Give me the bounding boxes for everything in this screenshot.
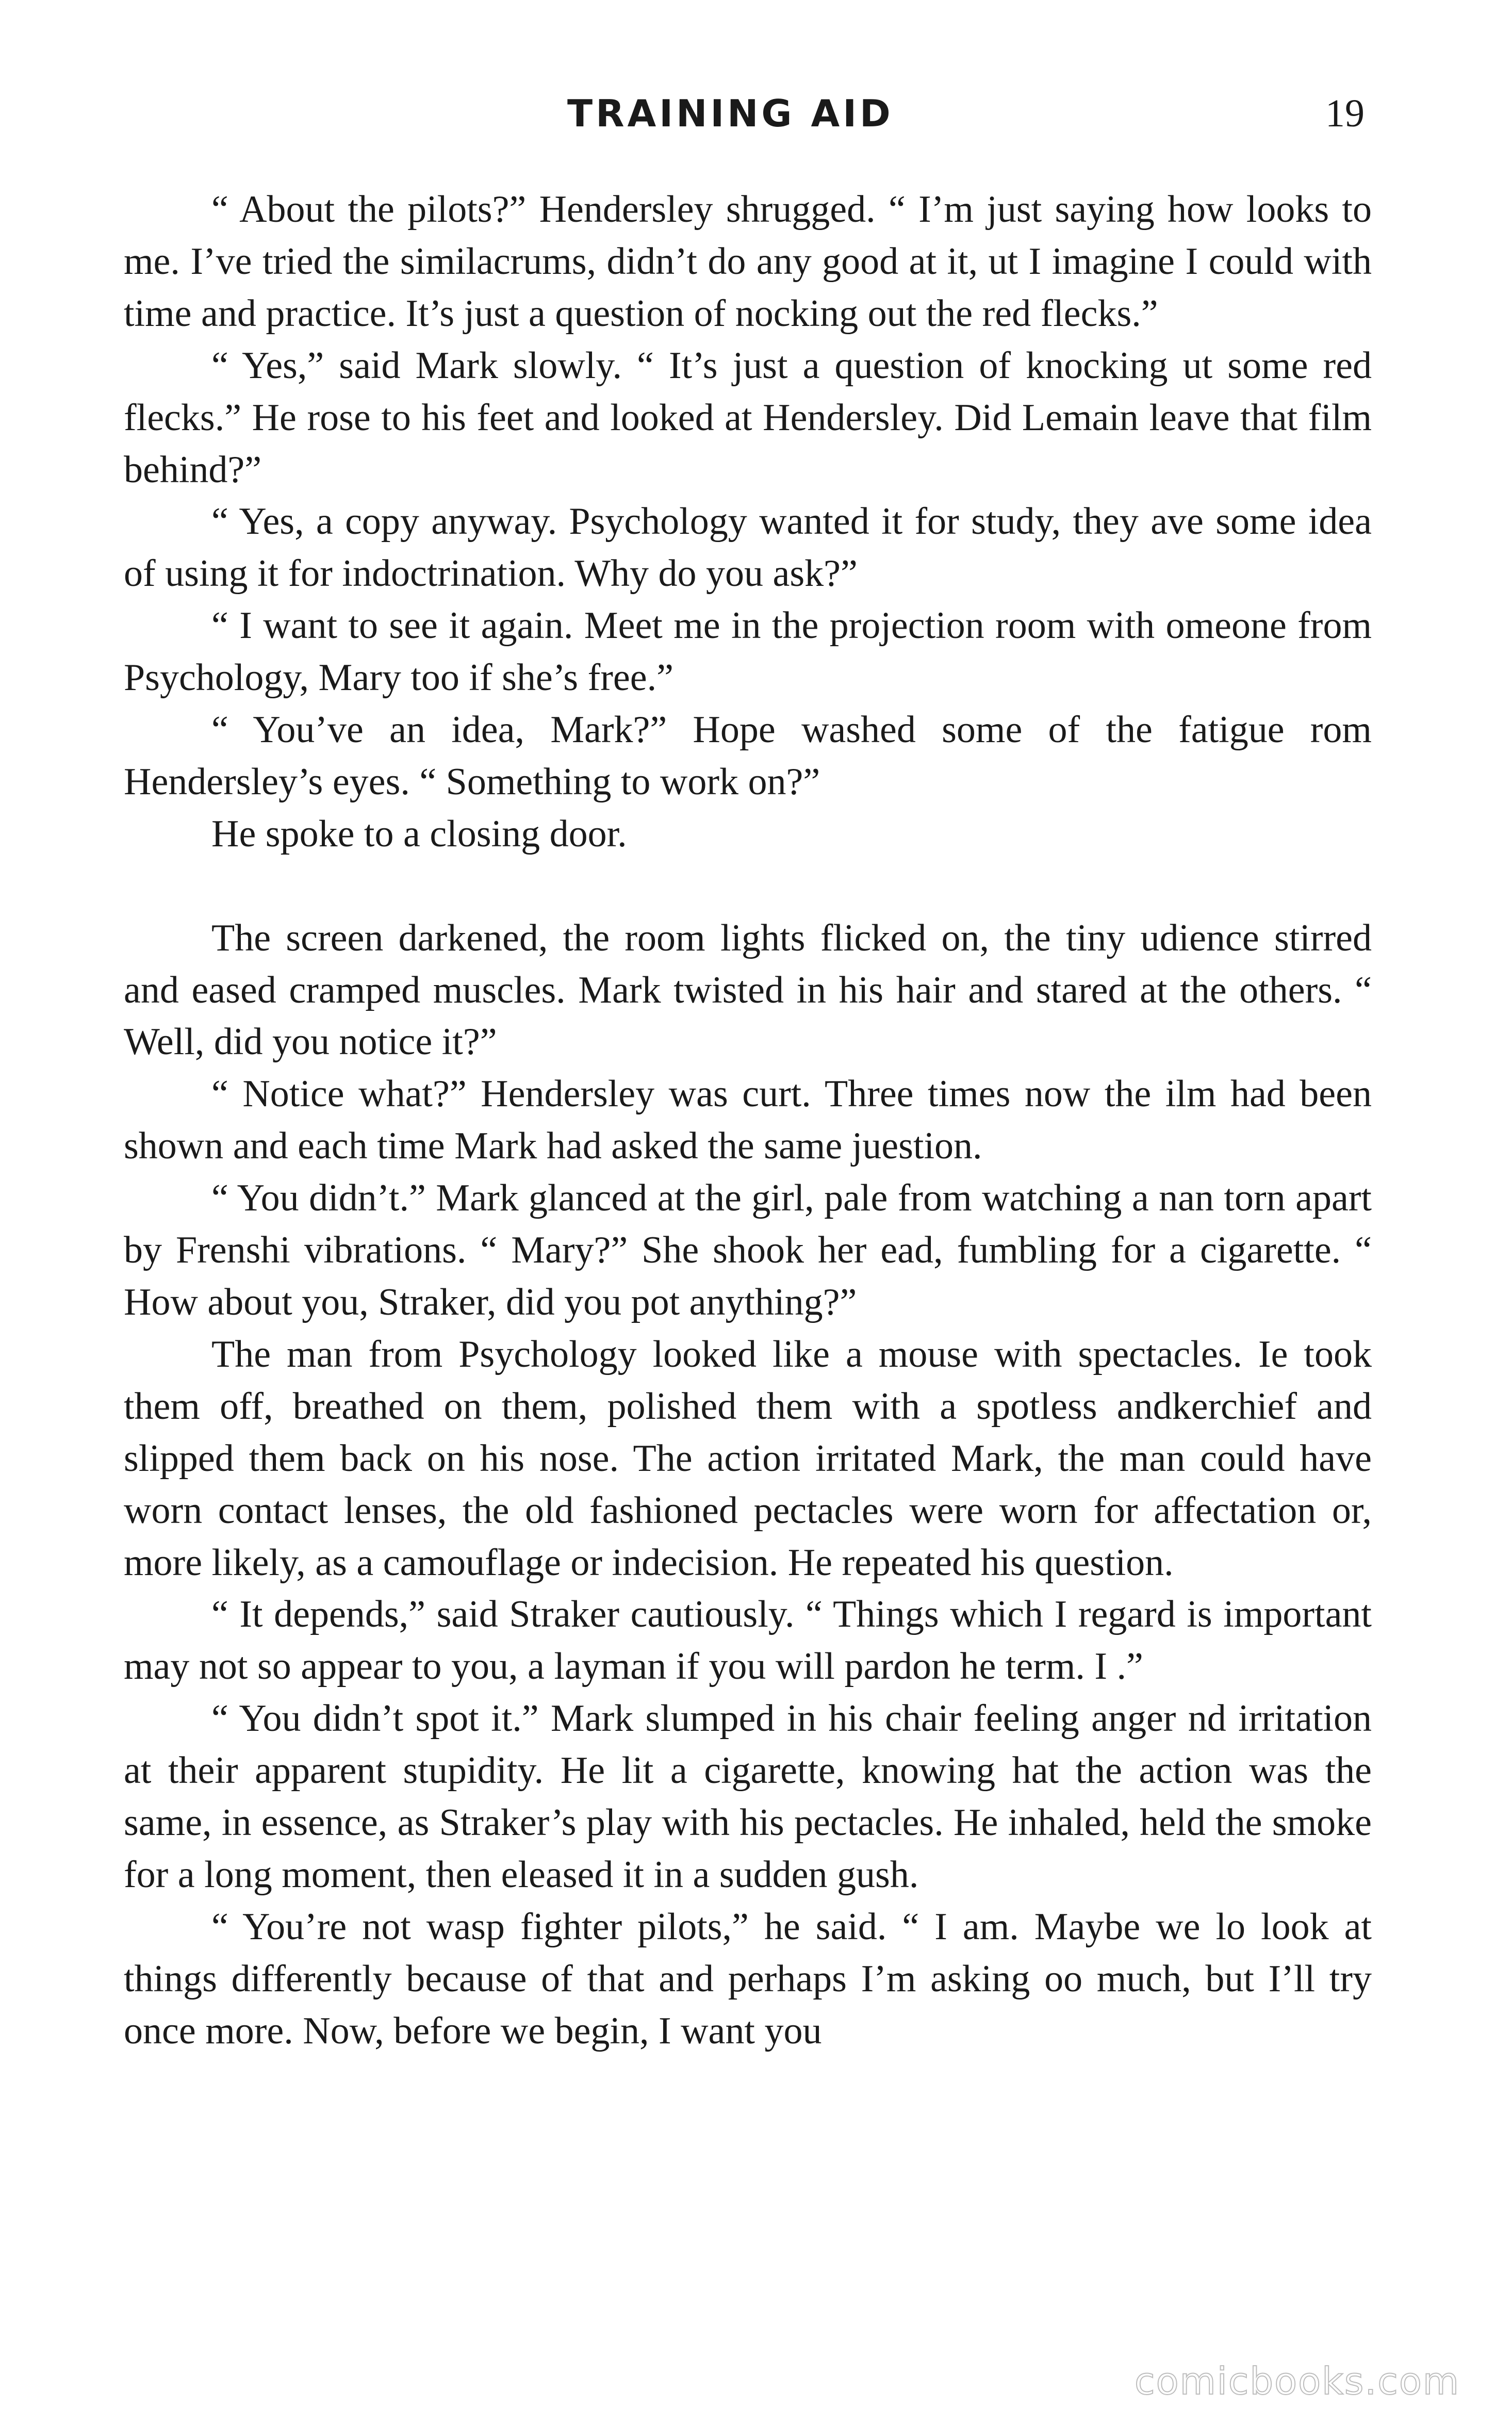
body-text [124, 184, 1372, 2057]
paragraph-4: “ I want to see it again. Meet me in the projection room with omeone from Psychology, Mary too if she’s free.” [124, 604, 1372, 699]
paragraph-2: “ Yes,” said Mark slowly. “ It’s just a question of knocking ut some red flecks.” He rose to his feet and looked at Hendersley. Did Lemain leave that film behind?” [124, 344, 1372, 491]
paragraph-8: “ Notice what?” Hendersley was curt. Three times now the ilm had been shown and each time Mark had asked the same juestion. [124, 1073, 1372, 1168]
paragraph-9: “ You didn’t.” Mark glanced at the girl, pale from watching a nan torn apart by Frenshi vibrations. “ Mary?” She shook her ead, fumbling for a cigarette. “ How about you, Straker, did you pot anything?” [124, 1177, 1372, 1324]
paragraph-11: “ It depends,” said Straker cautiously. “ Things which I regard is important may not so appear to you, a layman if you will pardon he term. I .” [124, 1593, 1372, 1688]
paragraph-13: “ You’re not wasp fighter pilots,” he said. “ I am. Maybe we lo look at things differently because of that and perhaps I’m asking oo much, but I’ll try once more. Now, before we begin, I want you [124, 1905, 1372, 2052]
running-title: TRAINING AID [567, 92, 894, 135]
page-number: 19 [1325, 92, 1365, 135]
running-header [0, 88, 1512, 144]
paragraph-7: The screen darkened, the room lights flicked on, the tiny udience stirred and eased cramped muscles. Mark twisted in his hair and stared at the others. “ Well, did you notice it?” [124, 916, 1372, 1063]
paragraph-1: “ About the pilots?” Hendersley shrugged. “ I’m just saying how looks to me. I’ve tried the similacrums, didn’t do any good at it, ut I imagine I could with time and practice. It’s just a question of nocking out the red flecks.” [124, 188, 1372, 335]
paragraph-10: The man from Psychology looked like a mouse with spectacles. Ie took them off, breathed on them, polished them with a spotless andkerchief and slipped them back on his nose. The action irritated Mark, the man could have worn contact lenses, the old fashioned pectacles were worn for affectation or, more likely, as a camouflage or indecision. He repeated his question. [124, 1333, 1372, 1584]
watermark: comicbooks.com [1135, 2360, 1460, 2403]
paragraph-12: “ You didn’t spot it.” Mark slumped in his chair feeling anger nd irritation at their apparent stupidity. He lit a cigarette, knowing hat the action was the same, in essence, as Straker’s play with his pectacles. He inhaled, held the smoke for a long moment, then eleased it in a sudden gush. [124, 1697, 1372, 1896]
paragraph-3: “ Yes, a copy anyway. Psychology wanted it for study, they ave some idea of using it for indoctrination. Why do you ask?” [124, 500, 1372, 595]
section-break [124, 860, 1372, 912]
paragraph-6: He spoke to a closing door. [211, 812, 627, 855]
paragraph-5: “ You’ve an idea, Mark?” Hope washed some of the fatigue rom Hendersley’s eyes. “ Something to work on?” [124, 709, 1372, 803]
